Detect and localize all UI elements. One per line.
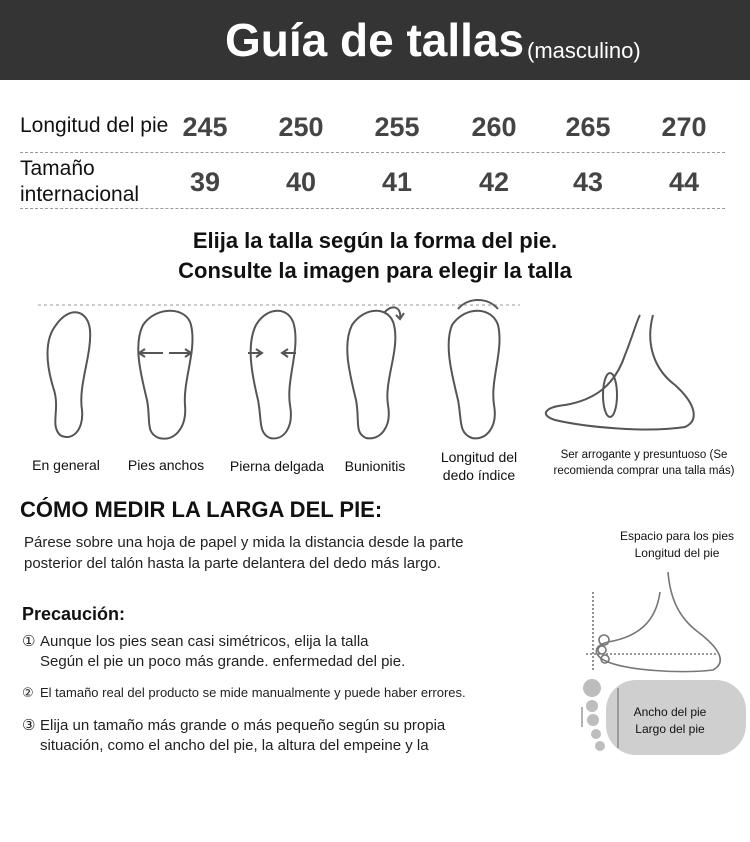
space-caption-line1: Espacio para los pies <box>619 529 735 543</box>
foot-type-label: Pies anchos <box>127 457 205 473</box>
header-banner <box>0 0 750 80</box>
precaution-item-3-cont: situación, como el ancho del pie, la altura del empeine y la <box>40 737 429 754</box>
side-note-line1: Ser arrogante y presuntuoso (Se <box>560 449 728 461</box>
precautions-title: Precaución: <box>22 604 126 624</box>
precaution-text: El tamaño real del producto se mide manualmente y puede haber errores. <box>40 685 466 700</box>
precaution-text: Elija un tamaño más grande o más pequeño según su propia <box>40 717 446 734</box>
side-foot-measure-icon <box>586 572 720 672</box>
table-cell: 39 <box>189 167 221 197</box>
precaution-number: ② <box>22 685 34 700</box>
foot-type-label-line2: dedo índice <box>442 467 516 483</box>
foot-type-label: Pierna delgada <box>229 458 325 474</box>
table-cell: 245 <box>182 112 228 142</box>
space-caption-line2: Longitud del pie <box>634 546 720 560</box>
table-cell: 260 <box>471 112 517 142</box>
foot-type-label: Bunionitis <box>344 458 406 474</box>
table-cell: 270 <box>661 112 707 142</box>
measure-instructions <box>24 532 504 574</box>
foot-wide-icon <box>138 311 192 439</box>
foot-outline-icon <box>48 312 91 437</box>
shape-title-line1: Elija la talla según la forma del pie. <box>192 228 558 253</box>
precaution-number: ① <box>22 633 36 650</box>
foot-type-label-line1: Longitud del <box>440 449 518 465</box>
foot-thin-icon <box>248 311 296 439</box>
precaution-item-1-cont: Según el pie un poco más grande. enfermedad del pie. <box>40 653 406 670</box>
foot-type-label: En general <box>32 457 100 473</box>
side-note-line2: recomienda comprar una talla más) <box>553 465 735 477</box>
table-divider <box>20 208 725 209</box>
table-cell: 43 <box>572 167 604 197</box>
page-subtitle: (masculino) <box>527 38 641 63</box>
table-divider <box>20 152 725 153</box>
precaution-number: ③ <box>22 717 36 734</box>
table-cell: 40 <box>285 167 317 197</box>
measure-text-line: Párese sobre una hoja de papel y mida la distancia desde la parte <box>24 534 464 551</box>
table-cell: 250 <box>278 112 324 142</box>
row-label-intl-size-line2: internacional <box>20 183 140 206</box>
shape-title-line2: Consulte la imagen para elegir la talla <box>178 258 572 283</box>
row-label-foot-length: Longitud del pie <box>20 114 169 137</box>
precaution-item-1 <box>22 632 369 652</box>
precaution-item-3 <box>22 716 445 736</box>
row-label-intl-size-line1: Tamaño <box>20 157 95 180</box>
measure-title: CÓMO MEDIR LA LARGA DEL PIE: <box>20 497 383 522</box>
table-cell: 42 <box>478 167 510 197</box>
footprint-width-label: Ancho del pie <box>633 705 707 719</box>
table-cell: 44 <box>668 167 700 197</box>
foot-shapes-illustration <box>0 295 750 455</box>
table-cell: 265 <box>565 112 611 142</box>
foot-bunion-icon <box>347 307 404 438</box>
measure-text-line: posterior del talón hasta la parte delantera del dedo más largo. <box>24 555 441 572</box>
table-cell: 41 <box>381 167 413 197</box>
precaution-text: Aunque los pies sean casi simétricos, elija la talla <box>40 633 369 650</box>
precaution-item-2 <box>22 683 466 703</box>
side-foot-icon <box>546 315 694 429</box>
page-title: Guía de tallas <box>225 14 525 66</box>
foot-toe-length-icon <box>449 300 500 438</box>
footprint-length-label: Largo del pie <box>635 722 705 736</box>
table-cell: 255 <box>374 112 420 142</box>
